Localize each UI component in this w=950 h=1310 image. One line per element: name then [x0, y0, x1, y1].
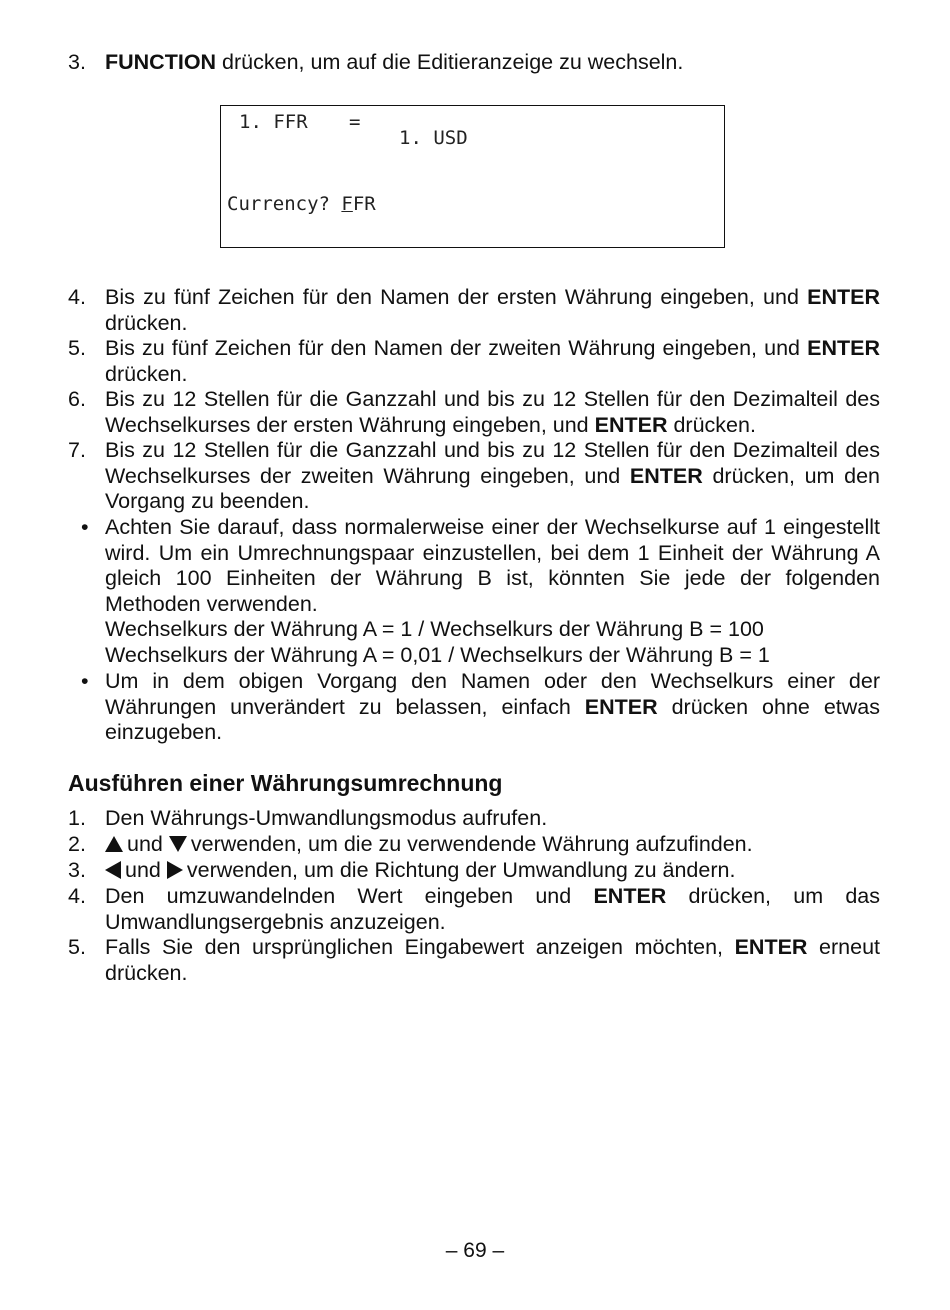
step-text-end: erneut drücken. — [105, 935, 880, 985]
step-text-end: drücken. — [105, 310, 188, 335]
note-2 — [68, 669, 880, 746]
note-1 — [68, 515, 880, 669]
step-7 — [68, 438, 880, 515]
step-text-end: drücken. — [105, 361, 188, 386]
note-text: Achten Sie darauf, dass normalerweise einer der Wechselkurse auf 1 eingestellt wird. Um ein Umrechnungspaar einzustellen, bei dem 1 Einheit der Währung A gleich 100 Einheiten der Währung B ist, könnten Sie jede der folgenden Methoden verwenden. — [105, 515, 880, 616]
right-arrow-icon — [167, 861, 183, 879]
step-number: 2. — [68, 832, 86, 856]
enter-key-label: ENTER — [584, 694, 658, 719]
section-step-4 — [68, 884, 880, 935]
und-label: und — [125, 858, 161, 882]
step-number: 7. — [68, 438, 86, 462]
bullet-icon: • — [81, 669, 89, 693]
enter-key-label: ENTER — [807, 285, 880, 309]
step-text: verwenden, um die Richtung der Umwandlung zu ändern. — [186, 858, 736, 882]
down-arrow-icon — [169, 836, 187, 852]
note-text: Um in dem obigen Vorgang den Namen oder den Wechselkurs einer der Währungen unverändert zu belassen, einfach — [105, 669, 880, 719]
und-label: und — [127, 832, 163, 856]
lcd-cursor: F — [341, 193, 353, 215]
step-text: Den Währungs-Umwandlungsmodus aufrufen. — [105, 806, 548, 830]
up-arrow-icon — [105, 836, 123, 852]
step-4 — [68, 285, 880, 336]
step-number: 6. — [68, 387, 86, 411]
step-text: verwenden, um die zu verwendende Währung aufzufinden. — [190, 832, 753, 856]
step-number: 3. — [68, 858, 86, 882]
step-text-end: drücken. — [667, 412, 756, 437]
enter-key-label: ENTER — [734, 935, 808, 959]
lcd-line2: 1. USD — [399, 127, 468, 149]
step-text: Falls Sie den ursprünglichen Eingabewert anzeigen möchten, — [105, 935, 735, 959]
step-text: drücken, um auf die Editieranzeige zu wechseln. — [216, 50, 684, 74]
step-text-end: drücken, um das Umwandlungsergebnis anzuzeigen. — [105, 884, 880, 934]
step-text-end: drücken, um den Vorgang zu beenden. — [105, 463, 880, 514]
step-number: 4. — [68, 285, 86, 309]
lcd-prompt — [227, 192, 376, 218]
note-example-2: Wechselkurs der Währung A = 0,01 / Wechselkurs der Währung B = 1 — [105, 642, 770, 667]
section-step-2 — [68, 832, 880, 858]
bullet-icon: • — [81, 515, 89, 539]
section-heading: Ausführen einer Währungsumrechnung — [68, 770, 503, 796]
lcd-line1-left: 1. FFR — [239, 111, 308, 133]
lcd-prompt-rest: FR — [352, 193, 376, 215]
lcd-prompt-label: Currency? — [227, 193, 342, 215]
step-text: Bis zu fünf Zeichen für den Namen der ersten Währung eingeben, und — [105, 285, 808, 309]
lcd-display — [220, 105, 725, 248]
enter-key-label: ENTER — [594, 412, 668, 437]
note-example-1: Wechselkurs der Währung A = 1 / Wechselkurs der Währung B = 100 — [105, 617, 764, 642]
enter-key-label: ENTER — [807, 336, 880, 360]
step-number: 4. — [68, 884, 86, 908]
step-text: Bis zu fünf Zeichen für den Namen der zweiten Währung eingeben, und — [105, 336, 808, 360]
step-number: 1. — [68, 806, 86, 830]
step-number: 3. — [68, 50, 86, 74]
section-step-1 — [68, 806, 880, 832]
step-6 — [68, 387, 880, 438]
step-5 — [68, 336, 880, 387]
step-number: 5. — [68, 935, 86, 959]
step-text: Den umzuwandelnden Wert eingeben und — [105, 884, 594, 908]
step-number: 5. — [68, 336, 86, 360]
enter-key-label: ENTER — [593, 884, 667, 908]
lcd-line1-equals: = — [349, 111, 361, 133]
page-number: – 69 – — [445, 1239, 505, 1262]
enter-key-label: ENTER — [629, 463, 703, 488]
function-key-label: FUNCTION — [105, 50, 217, 74]
step-3 — [68, 50, 880, 76]
section-step-3 — [68, 858, 880, 884]
section-step-5 — [68, 935, 880, 986]
step-text: Bis zu 12 Stellen für die Ganzzahl und bis zu 12 Stellen für den Dezimalteil des Wechselkurses der ersten Währung eingeben, und — [105, 387, 880, 437]
left-arrow-icon — [105, 861, 121, 879]
step-text: Bis zu 12 Stellen für die Ganzzahl und bis zu 12 Stellen für den Dezimalteil des Wechselkurses der zweiten Währung eingeben, und — [105, 438, 880, 488]
note-text-end: drücken ohne etwas einzugeben. — [105, 694, 880, 745]
